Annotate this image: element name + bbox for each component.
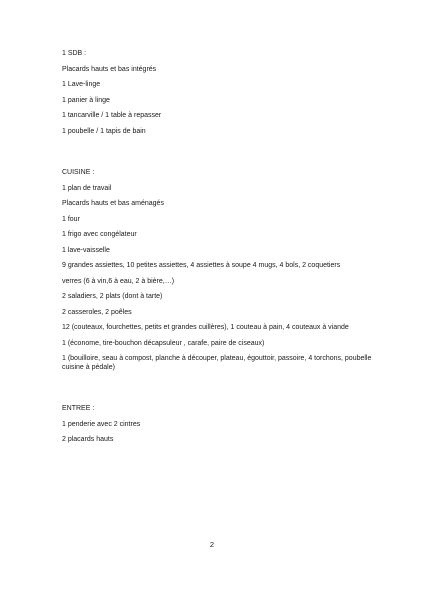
list-item: 2 casseroles, 2 poêles: [62, 308, 132, 316]
list-item: 1 tancarville / 1 table à repasser: [62, 112, 162, 119]
section-sdb: [62, 50, 392, 136]
list-item: 1 penderie avec 2 cintres: [62, 420, 141, 428]
section-heading: ENTREE :: [62, 405, 95, 412]
list-item: 1 four: [62, 215, 80, 223]
section-cuisine: [62, 169, 392, 372]
list-item: verres (6 à vin,6 à eau, 2 à bière,…): [62, 277, 175, 285]
list-item: 1 lave-vaisselle: [62, 246, 110, 254]
list-item: 2 saladiers, 2 plats (dont à tarte): [62, 293, 163, 300]
list-item: 12 (couteaux, fourchettes, petits et grandes cuillères), 1 couteau à pain, 4 couteaux à viande: [62, 324, 349, 331]
list-item: Placards hauts et bas intégrés: [62, 65, 157, 73]
section-heading: 1 SDB :: [62, 50, 87, 57]
list-item: 1 frigo avec congélateur: [62, 231, 137, 238]
section-spacer: [62, 379, 392, 405]
list-item: 9 grandes assiettes, 10 petites assiettes, 4 assiettes à soupe 4 mugs, 4 bols, 2 coquetiers: [62, 262, 341, 269]
list-item: 1 (économe, tire-bouchon décapsuleur , carafe, paire de ciseaux): [62, 339, 265, 347]
section-heading: CUISINE :: [62, 169, 95, 176]
list-item: 1 (bouilloire, seau à compost, planche à découper, plateau, égouttoir, passoire, 4 torchons, poubelle cuisine à pédale): [62, 355, 372, 371]
document-body: [62, 50, 392, 452]
list-item: 2 placards hauts: [62, 436, 114, 443]
list-item: Placards hauts et bas aménagés: [62, 200, 164, 207]
list-item: 1 Lave-linge: [62, 81, 101, 88]
section-spacer: [62, 143, 392, 169]
page-number: 2: [209, 540, 215, 549]
list-item: 1 panier à linge: [62, 96, 110, 104]
section-entree: [62, 405, 392, 445]
list-item: 1 poubelle / 1 tapis de bain: [62, 127, 146, 135]
list-item: 1 plan de travail: [62, 184, 112, 192]
